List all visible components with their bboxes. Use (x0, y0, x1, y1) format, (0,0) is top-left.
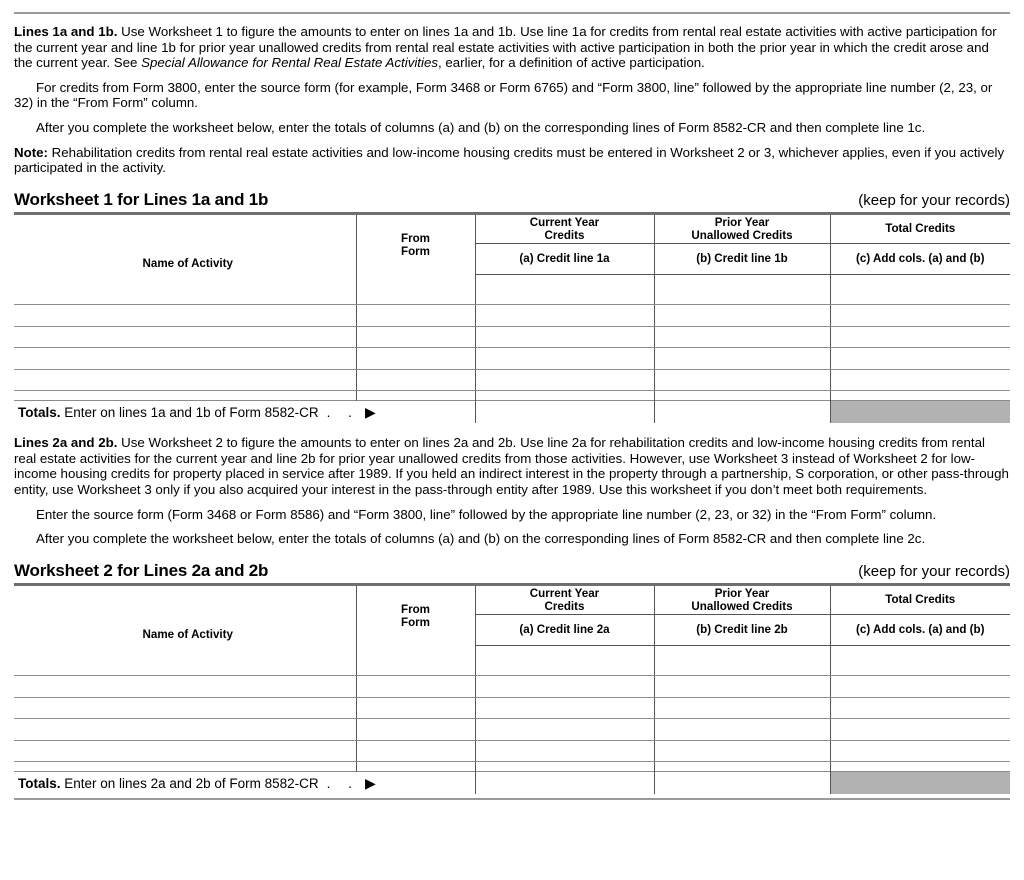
worksheet-2-row-0-col-a[interactable] (475, 655, 654, 676)
worksheet-2-header-prior-year-line2: Unallowed Credits (691, 599, 793, 613)
form-page (0, 12, 1024, 880)
paragraph-source-form-entry: Enter the source form (Form 3468 or Form 8586) and “Form 3800, line” followed by the appropriate line number (2, 23, or 32) in the “From Form” column. (36, 506, 937, 522)
worksheet-1-header-col-b: (b) Credit line 1b (654, 243, 830, 274)
worksheet-2-row-2-name[interactable] (14, 697, 356, 719)
table-row[interactable] (14, 740, 1010, 762)
worksheet-2-spacer-bottom (14, 762, 1010, 772)
worksheet-2-keep-note: (keep for your records) (858, 562, 1010, 580)
worksheet-1-totals-dots: . . (326, 404, 359, 420)
worksheet-2-row-1-col-c[interactable] (830, 676, 1010, 698)
instructions-block-lines-2a-2b (14, 435, 1010, 547)
worksheet-1-row-1-col-a[interactable] (475, 305, 654, 327)
worksheet-1-header-col-a: (a) Credit line 1a (475, 243, 654, 274)
table-row[interactable] (14, 676, 1010, 698)
page-bottom-rule (14, 798, 1010, 800)
table-row[interactable] (14, 697, 1010, 719)
paragraph-form-3800-credits: For credits from Form 3800, enter the source form (for example, Form 3468 or Form 6765) and “Form 3800, line” followed by the appropriate line number (2, 23, or 32) in the “From Form” column. (14, 79, 993, 111)
worksheet-1-row-0-name[interactable] (14, 284, 356, 305)
worksheet-2-row-0-from-form[interactable] (356, 655, 475, 676)
worksheet-1-header-current-year-credits (475, 215, 654, 244)
worksheet-2-row-2-col-c[interactable] (830, 697, 1010, 719)
right-arrow-icon: ▶ (364, 403, 376, 420)
worksheet-2-row-4-col-a[interactable] (475, 740, 654, 762)
worksheet-2-title: Worksheet 2 for Lines 2a and 2b (14, 560, 269, 580)
worksheet-1-header-name-of-activity: Name of Activity (142, 257, 233, 271)
worksheet-1-header-from-form-line2: Form (401, 244, 430, 258)
worksheet-1-row-4-col-c[interactable] (830, 369, 1010, 391)
worksheet-1-row-2-col-b[interactable] (654, 326, 830, 348)
worksheet-1-totals-text: Enter on lines 1a and 1b of Form 8582-CR (60, 404, 319, 420)
worksheet-1-row-0-col-c[interactable] (830, 284, 1010, 305)
worksheet-2-row-1-from-form[interactable] (356, 676, 475, 698)
worksheet-1-row-2-col-c[interactable] (830, 326, 1010, 348)
worksheet-2-header-from-form (356, 586, 475, 646)
worksheet-1-row-4-from-form[interactable] (356, 369, 475, 391)
worksheet-1-header-current-year-line2: Credits (544, 228, 585, 242)
worksheet-1-title: Worksheet 1 for Lines 1a and 1b (14, 189, 269, 209)
paragraph-complete-line-2c: After you complete the worksheet below, enter the totals of columns (a) and (b) on the corresponding lines of Form 8582-CR and then complete line 2c. (36, 531, 926, 547)
worksheet-2-totals-label (14, 772, 475, 795)
worksheet-1-totals-label (14, 401, 475, 424)
worksheet-1-row-1-name[interactable] (14, 305, 356, 327)
worksheet-2-header-prior-year-unallowed-credits (654, 586, 830, 615)
worksheet-2-row-4-col-b[interactable] (654, 740, 830, 762)
worksheet-1-row-3-from-form[interactable] (356, 348, 475, 370)
lines-1a-1b-text-b: , earlier, for a definition of active participation. (438, 55, 705, 71)
lines-2a-2b-lead: Lines 2a and 2b. (14, 435, 118, 451)
worksheet-2-header-current-year-credits (475, 586, 654, 615)
worksheet-1-row-4-col-b[interactable] (654, 369, 830, 391)
worksheet-2-header-total-credits: Total Credits (885, 593, 956, 607)
worksheet-2-row-0-col-b[interactable] (654, 655, 830, 676)
worksheet-1-titlebar (14, 190, 1010, 212)
table-row[interactable] (14, 369, 1010, 391)
worksheet-2-row-3-col-c[interactable] (830, 719, 1010, 741)
worksheet-1-header-prior-year-line2: Unallowed Credits (691, 228, 793, 242)
worksheet-2-row-2-col-a[interactable] (475, 697, 654, 719)
right-arrow-icon: ▶ (364, 774, 376, 791)
worksheet-2-totals-bold: Totals. (18, 775, 61, 791)
worksheet-2-row-0-name[interactable] (14, 655, 356, 676)
worksheet-2-row-3-name[interactable] (14, 719, 356, 741)
lines-1a-1b-text-a: Use Worksheet 1 to figure the amounts to enter on lines 1a and 1b. Use line 1a for credits from rental real estate activities with active participation for the current year and line 1b for prior year unallowed credits from rental real estate activities with active participation in both the prior year in which the credit arose and the current year. See (14, 24, 997, 71)
worksheet-1-totals-col-b[interactable] (654, 401, 830, 424)
worksheet-1-keep-note: (keep for your records) (858, 191, 1010, 209)
worksheet-1-row-0-from-form[interactable] (356, 284, 475, 305)
worksheet-1-row-1-col-b[interactable] (654, 305, 830, 327)
worksheet-1-row-4-col-a[interactable] (475, 369, 654, 391)
worksheet-1-row-3-col-b[interactable] (654, 348, 830, 370)
worksheet-1-table (14, 215, 1010, 424)
worksheet-1-row-0-col-b[interactable] (654, 284, 830, 305)
worksheet-1-row-1-from-form[interactable] (356, 305, 475, 327)
worksheet-2-row-4-from-form[interactable] (356, 740, 475, 762)
worksheet-1-totals-bold: Totals. (18, 404, 61, 420)
worksheet-2-spacer (14, 645, 1010, 655)
worksheet-2-row-2-from-form[interactable] (356, 697, 475, 719)
note-text: Rehabilitation credits from rental real estate activities and low-income housing credits must be entered in Worksheet 2 or 3, whichever applies, even if you actively participated in the activity. (14, 144, 1005, 176)
worksheet-1-header-col-c: (c) Add cols. (a) and (b) (830, 243, 1010, 274)
worksheet-2-header-col-a: (a) Credit line 2a (475, 614, 654, 645)
worksheet-1-row-3-col-a[interactable] (475, 348, 654, 370)
worksheet-2-totals-row (14, 772, 1010, 795)
worksheet-1-header-from-form (356, 215, 475, 275)
worksheet-2-totals-dots: . . (326, 775, 359, 791)
worksheet-2-header-col-c: (c) Add cols. (a) and (b) (830, 614, 1010, 645)
worksheet-1-row-3-col-c[interactable] (830, 348, 1010, 370)
worksheet-1-totals-col-a[interactable] (475, 401, 654, 424)
worksheet-1-spacer (14, 274, 1010, 284)
worksheet-1-totals-row (14, 401, 1010, 424)
worksheet-1-header-prior-year-unallowed-credits (654, 215, 830, 244)
worksheet-2-table (14, 586, 1010, 795)
worksheet-1-row-0-col-a[interactable] (475, 284, 654, 305)
page-top-rule (14, 12, 1010, 14)
table-row[interactable] (14, 655, 1010, 676)
worksheet-2-totals-col-a[interactable] (475, 772, 654, 795)
worksheet-2-row-3-col-a[interactable] (475, 719, 654, 741)
worksheet-2-totals-col-c-shaded (830, 772, 1010, 795)
worksheet-2-row-1-col-a[interactable] (475, 676, 654, 698)
paragraph-lines-1a-1b (14, 24, 1010, 71)
worksheet-2-row-0-col-c[interactable] (830, 655, 1010, 676)
worksheet-1-header-prior-year-line1: Prior Year (714, 215, 770, 229)
worksheet-1-spacer-bottom (14, 391, 1010, 401)
instructions-block-lines-1a-1b (14, 24, 1010, 176)
worksheet-2-row-4-name[interactable] (14, 740, 356, 762)
worksheet-2-header-col-b: (b) Credit line 2b (654, 614, 830, 645)
worksheet-2-row-3-from-form[interactable] (356, 719, 475, 741)
worksheet-1-header-total-credits: Total Credits (885, 222, 956, 236)
table-row[interactable] (14, 305, 1010, 327)
worksheet-2-row-4-col-c[interactable] (830, 740, 1010, 762)
worksheet-2-totals-col-b[interactable] (654, 772, 830, 795)
table-row[interactable] (14, 348, 1010, 370)
worksheet-1-header-current-year-line1: Current Year (529, 215, 600, 229)
worksheet-2-header-from-form-line1: From (401, 602, 430, 616)
worksheet-1 (14, 190, 1010, 424)
worksheet-2 (14, 561, 1010, 801)
lines-2a-2b-text: Use Worksheet 2 to figure the amounts to enter on lines 2a and 2b. Use line 2a for rehabilitation credits and low-income housing credits from rental real estate activities for the current year and line 2b for prior year unallowed credits from those activities. However, use Worksheet 3 instead of Worksheet 2 for low-income housing credits for property placed in service after 1989. If you held an indirect interest in the property through a partnership, S corporation, or other pass-through entity, use Worksheet 3 only if you also acquired your interest in the pass-through entity after 1989. Use this worksheet if you don’t meet both requirements. (14, 435, 1009, 498)
special-allowance-italic-reference: Special Allowance for Rental Real Estate Activities (141, 55, 438, 71)
worksheet-1-row-2-name[interactable] (14, 326, 356, 348)
worksheet-2-row-2-col-b[interactable] (654, 697, 830, 719)
worksheet-1-totals-col-c-shaded (830, 401, 1010, 424)
paragraph-note-rehabilitation-credits (14, 145, 1010, 176)
worksheet-2-header-name-of-activity: Name of Activity (142, 628, 233, 642)
worksheet-2-totals-text: Enter on lines 2a and 2b of Form 8582-CR (60, 775, 319, 791)
worksheet-1-row-4-name[interactable] (14, 369, 356, 391)
worksheet-2-header-from-form-line2: Form (401, 615, 430, 629)
worksheet-2-row-1-name[interactable] (14, 676, 356, 698)
worksheet-2-header-prior-year-line1: Prior Year (714, 586, 770, 600)
table-row[interactable] (14, 284, 1010, 305)
worksheet-2-row-1-col-b[interactable] (654, 676, 830, 698)
worksheet-2-titlebar (14, 561, 1010, 583)
worksheet-1-row-2-from-form[interactable] (356, 326, 475, 348)
worksheet-1-row-3-name[interactable] (14, 348, 356, 370)
worksheet-2-header-current-year-line1: Current Year (529, 586, 600, 600)
worksheet-1-row-1-col-c[interactable] (830, 305, 1010, 327)
note-lead: Note: (14, 144, 48, 160)
table-row[interactable] (14, 326, 1010, 348)
paragraph-lines-2a-2b (14, 435, 1010, 497)
worksheet-1-header-row-top (14, 215, 1010, 244)
worksheet-2-row-3-col-b[interactable] (654, 719, 830, 741)
worksheet-2-header-row-top (14, 586, 1010, 615)
worksheet-1-header-from-form-line1: From (401, 231, 430, 245)
paragraph-complete-line-1c: After you complete the worksheet below, enter the totals of columns (a) and (b) on the corresponding lines of Form 8582-CR and then complete line 1c. (36, 119, 926, 135)
worksheet-1-row-2-col-a[interactable] (475, 326, 654, 348)
lines-1a-1b-lead: Lines 1a and 1b. (14, 24, 118, 39)
table-row[interactable] (14, 719, 1010, 741)
worksheet-2-header-current-year-line2: Credits (544, 599, 585, 613)
